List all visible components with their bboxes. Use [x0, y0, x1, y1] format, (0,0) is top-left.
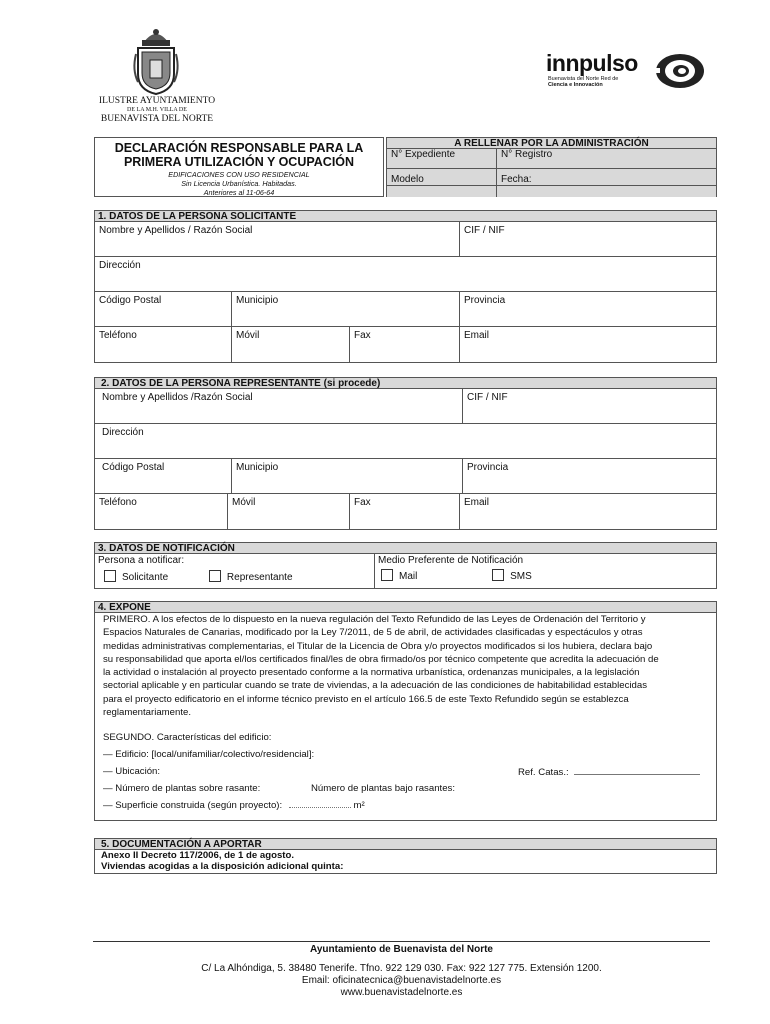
innpulso-sub-1: Buenavista del Norte Red de — [548, 76, 619, 82]
s1-fax-field[interactable] — [350, 327, 460, 362]
primero-line: para el proyecto edificatorio en el informe técnico previsto en el artículo 166.5 de este Texto Refundido según se establezca — [103, 693, 629, 705]
s2-movil-field[interactable] — [228, 494, 350, 529]
municipal-crest-icon — [130, 24, 182, 96]
s2-nombre-label: Nombre y Apellidos /Razón Social — [102, 392, 253, 403]
s2-fax-field[interactable] — [350, 494, 460, 529]
sms-label: SMS — [510, 571, 532, 582]
s2-municipio-label: Municipio — [236, 462, 279, 473]
refcatas-label: Ref. Catas.: — [518, 767, 569, 778]
section-4-heading: 4. EXPONE — [94, 601, 717, 613]
s1-direccion-field[interactable] — [95, 257, 716, 292]
section-1-grid — [94, 222, 717, 363]
form-title-line-1: DECLARACIÓN RESPONSABLE PARA LA — [114, 141, 364, 155]
primero-line: medidas administrativas complementarias, el Titular de la Licencia de Obra y/o proyectos modificados si los hubiera, declara bajo — [103, 640, 653, 652]
fecha-field[interactable] — [497, 169, 716, 197]
primero-line: reglamentariamente. — [103, 707, 191, 719]
representante-checkbox[interactable] — [209, 570, 221, 582]
registro-field[interactable] — [497, 149, 716, 169]
section-2-grid — [94, 389, 717, 530]
s2-nombre-field[interactable] — [95, 389, 463, 424]
persona-notificar-group — [95, 554, 375, 588]
section-4-body — [94, 613, 717, 821]
footer-web[interactable]: www.buenavistadelnorte.es — [340, 987, 463, 998]
primero-line: su responsabilidad que aporta el/los certificados final/les de obra firmado/os por técnico competente que acredita la adecuación de — [103, 653, 659, 665]
s1-email-label: Email — [464, 330, 490, 341]
s1-cif-field[interactable] — [460, 222, 716, 257]
section-2-heading: 2. DATOS DE LA PERSONA REPRESENTANTE (si procede) — [94, 377, 717, 389]
s1-provincia-field[interactable] — [460, 292, 716, 327]
s2-telefono-field[interactable] — [95, 494, 228, 529]
footer-divider — [93, 941, 710, 942]
section-3-grid — [94, 554, 717, 589]
s2-cp-label: Código Postal — [102, 462, 165, 473]
innpulso-logo — [546, 50, 716, 90]
s1-nombre-field[interactable] — [95, 222, 460, 257]
innpulso-sub-2: Ciencia e Innovación — [548, 82, 603, 88]
s2-municipio-field[interactable] — [232, 459, 463, 494]
section-5-heading: 5. DOCUMENTACIÓN A APORTAR — [94, 838, 717, 850]
modelo-field[interactable] — [387, 169, 497, 197]
modelo-label: Modelo — [391, 174, 424, 185]
s2-provincia-field[interactable] — [463, 459, 716, 494]
form-title-line-2: PRIMERA UTILIZACIÓN Y OCUPACIÓN — [123, 155, 355, 169]
section-5-body — [94, 850, 717, 874]
innpulso-swirl-icon — [650, 52, 706, 93]
section-3-heading: 3. DATOS DE NOTIFICACIÓN — [94, 542, 717, 554]
s2-direccion-label: Dirección — [102, 427, 144, 438]
town-line-2: DE LA M.H. VILLA DE — [127, 107, 187, 113]
m2-unit: m² — [353, 800, 365, 811]
primero-line: sectorial aplicable y en particular cuando se trate de viviendas, a la adecuación de las condiciones de habitabilidad establecidas — [103, 680, 647, 692]
s2-telefono-label: Teléfono — [99, 497, 137, 508]
ubicacion-line: — Ubicación: — [103, 766, 161, 777]
s2-email-field[interactable] — [460, 494, 716, 529]
admin-heading: A RELLENAR POR LA ADMINISTRACIÓN — [387, 138, 716, 149]
s1-email-field[interactable] — [460, 327, 716, 362]
s1-nombre-label: Nombre y Apellidos / Razón Social — [99, 225, 253, 236]
viviendas-line: Viviendas acogidas a la disposición adicional quinta: — [101, 861, 344, 872]
town-line-3: BUENAVISTA DEL NORTE — [100, 114, 214, 124]
s1-direccion-label: Dirección — [99, 260, 141, 271]
solicitante-label: Solicitante — [122, 572, 169, 583]
sms-checkbox[interactable] — [492, 569, 504, 581]
s1-telefono-field[interactable] — [95, 327, 232, 362]
persona-notificar-label: Persona a notificar: — [98, 555, 185, 566]
segundo-heading: SEGUNDO. Características del edificio: — [103, 732, 272, 743]
refcatas-field[interactable] — [574, 765, 700, 775]
s1-telefono-label: Teléfono — [99, 330, 137, 341]
s1-cp-field[interactable] — [95, 292, 232, 327]
primero-line: Espacios Naturales de Canarias, modificado por la Ley 7/2011, de 5 de abril, de actividades clasificadas y espectáculos y otras — [103, 627, 643, 639]
representante-label: Representante — [226, 572, 293, 583]
superficie-group — [103, 798, 365, 812]
s2-fax-label: Fax — [354, 497, 371, 508]
s1-movil-field[interactable] — [232, 327, 350, 362]
expediente-field[interactable] — [387, 149, 497, 169]
form-subtitle-2: Sin Licencia Urbanística. Habitadas. — [181, 179, 297, 188]
medio-notificacion-group — [375, 554, 716, 588]
anexo-line: Anexo II Decreto 117/2006, de 1 de agosto. — [101, 850, 295, 861]
edificio-line: — Edificio: [local/unifamiliar/colectivo/residencial]: — [103, 749, 315, 760]
admin-box — [386, 137, 717, 197]
s1-municipio-field[interactable] — [232, 292, 460, 327]
registro-label: N° Registro — [501, 149, 553, 160]
medio-notificacion-label: Medio Preferente de Notificación — [378, 555, 524, 566]
innpulso-wordmark: innpulso — [546, 50, 638, 76]
mail-checkbox[interactable] — [381, 569, 393, 581]
s1-cp-label: Código Postal — [99, 295, 162, 306]
s1-provincia-label: Provincia — [464, 295, 506, 306]
expediente-label: N° Expediente — [391, 149, 456, 160]
form-subtitle-1: EDIFICACIONES CON USO RESIDENCIAL — [168, 170, 310, 179]
fecha-label: Fecha: — [501, 174, 532, 185]
title-block — [94, 137, 384, 197]
superficie-label: — Superficie construida (según proyecto): — [103, 800, 283, 811]
s2-cif-label: CIF / NIF — [467, 392, 508, 403]
s1-movil-label: Móvil — [236, 330, 260, 341]
primero-paragraph — [103, 613, 715, 719]
s2-movil-label: Móvil — [232, 497, 256, 508]
footer-address: C/ La Alhóndiga, 5. 38480 Tenerife. Tfno. 922 129 030. Fax: 922 127 775. Extensión 1200. — [201, 963, 602, 974]
s2-direccion-field[interactable] — [95, 424, 716, 459]
superficie-field[interactable] — [289, 798, 351, 808]
plantas-sobre-line: — Número de plantas sobre rasante: — [103, 783, 261, 794]
s2-cp-field[interactable] — [95, 459, 232, 494]
town-line-1: ILUSTRE AYUNTAMIENTO — [98, 96, 216, 106]
form-subtitle-3: Anteriores al 11-06-64 — [203, 188, 275, 197]
refcatas-group — [518, 765, 700, 779]
s2-provincia-label: Provincia — [467, 462, 509, 473]
s1-fax-label: Fax — [354, 330, 371, 341]
s2-email-label: Email — [464, 497, 490, 508]
primero-line: PRIMERO. A los efectos de lo dispuesto en la nueva regulación del Texto Refundido de las Leyes de Ordenación del Territorio y — [103, 614, 646, 625]
s1-cif-label: CIF / NIF — [464, 225, 505, 236]
primero-line: la actividad o instalación al proyecto presentado conforme a la normativa urbanística, ordenanzas municipales, a la legislación — [103, 667, 640, 679]
footer-org: Ayuntamiento de Buenavista del Norte — [310, 944, 493, 955]
s1-municipio-label: Municipio — [236, 295, 279, 306]
section-1-heading: 1. DATOS DE LA PERSONA SOLICITANTE — [94, 210, 717, 222]
footer-email[interactable]: Email: oficinatecnica@buenavistadelnorte.es — [301, 975, 502, 986]
s2-cif-field[interactable] — [463, 389, 716, 424]
mail-label: Mail — [399, 571, 418, 582]
plantas-bajo-label: Número de plantas bajo rasantes: — [311, 783, 455, 794]
solicitante-checkbox[interactable] — [104, 570, 116, 582]
